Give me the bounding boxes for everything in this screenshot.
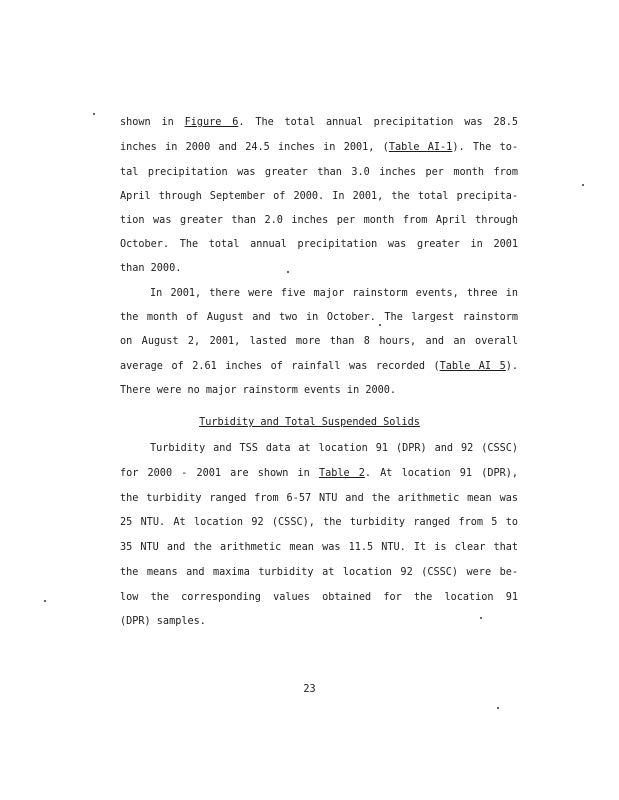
paragraph-2-line-4: average of 2.61 inches of rainfall was recorded (Table AI 5). (120, 361, 518, 372)
table-ai-5-reference: Table AI 5 (439, 361, 506, 372)
page-number: 23 (303, 684, 316, 695)
paragraph-3-line-1: Turbidity and TSS data at location 91 (DPR) and 92 (CSSC) (150, 443, 518, 454)
scan-speck (582, 184, 584, 186)
scan-speck (379, 324, 381, 326)
table-2-reference: Table 2 (318, 468, 365, 479)
scan-speck (287, 271, 289, 273)
scan-speck (44, 600, 46, 602)
scan-speck (497, 707, 499, 709)
paragraph-1-line-3: tal precipitation was greater than 3.0 inches per month from (120, 167, 518, 178)
paragraph-2-line-1: In 2001, there were five major rainstorm events, three in (150, 288, 518, 299)
paragraph-3-line-7: low the corresponding values obtained for the location 91 (120, 592, 518, 603)
figure-6-reference: Figure 6 (184, 117, 239, 128)
paragraph-3-line-6: the means and maxima turbidity at location 92 (CSSC) were be- (120, 567, 518, 578)
paragraph-3-line-4: 25 NTU. At location 92 (CSSC), the turbidity ranged from 5 to (120, 517, 518, 528)
paragraph-1-line-7: than 2000. (120, 263, 182, 274)
table-ai-1-reference: Table AI-1 (388, 142, 453, 153)
section-heading: Turbidity and Total Suspended Solids (199, 417, 420, 428)
paragraph-1-line-2: inches in 2000 and 24.5 inches in 2001, (Table AI-1). The to- (120, 142, 518, 153)
paragraph-2-line-2: the month of August and two in October. The largest rainstorm (120, 312, 518, 323)
paragraph-1-line-5: tion was greater than 2.0 inches per month from April through (120, 215, 518, 226)
paragraph-3-line-8: (DPR) samples. (120, 616, 206, 627)
paragraph-1-line-4: April through September of 2000. In 2001, the total precipita- (120, 191, 518, 202)
paragraph-3-line-2: for 2000 - 2001 are shown in Table 2. At location 91 (DPR), (120, 468, 518, 479)
scan-speck (480, 617, 482, 619)
paragraph-1-line-6: October. The total annual precipitation was greater in 2001 (120, 239, 518, 250)
scan-speck (93, 113, 95, 115)
paragraph-1-line-1: shown in Figure 6. The total annual precipitation was 28.5 (120, 117, 518, 128)
paragraph-3-line-5: 35 NTU and the arithmetic mean was 11.5 NTU. It is clear that (120, 542, 518, 553)
paragraph-2-line-5: There were no major rainstorm events in 2000. (120, 385, 397, 396)
paragraph-3-line-3: the turbidity ranged from 6-57 NTU and the arithmetic mean was (120, 493, 518, 504)
paragraph-2-line-3: on August 2, 2001, lasted more than 8 hours, and an overall (120, 336, 518, 347)
